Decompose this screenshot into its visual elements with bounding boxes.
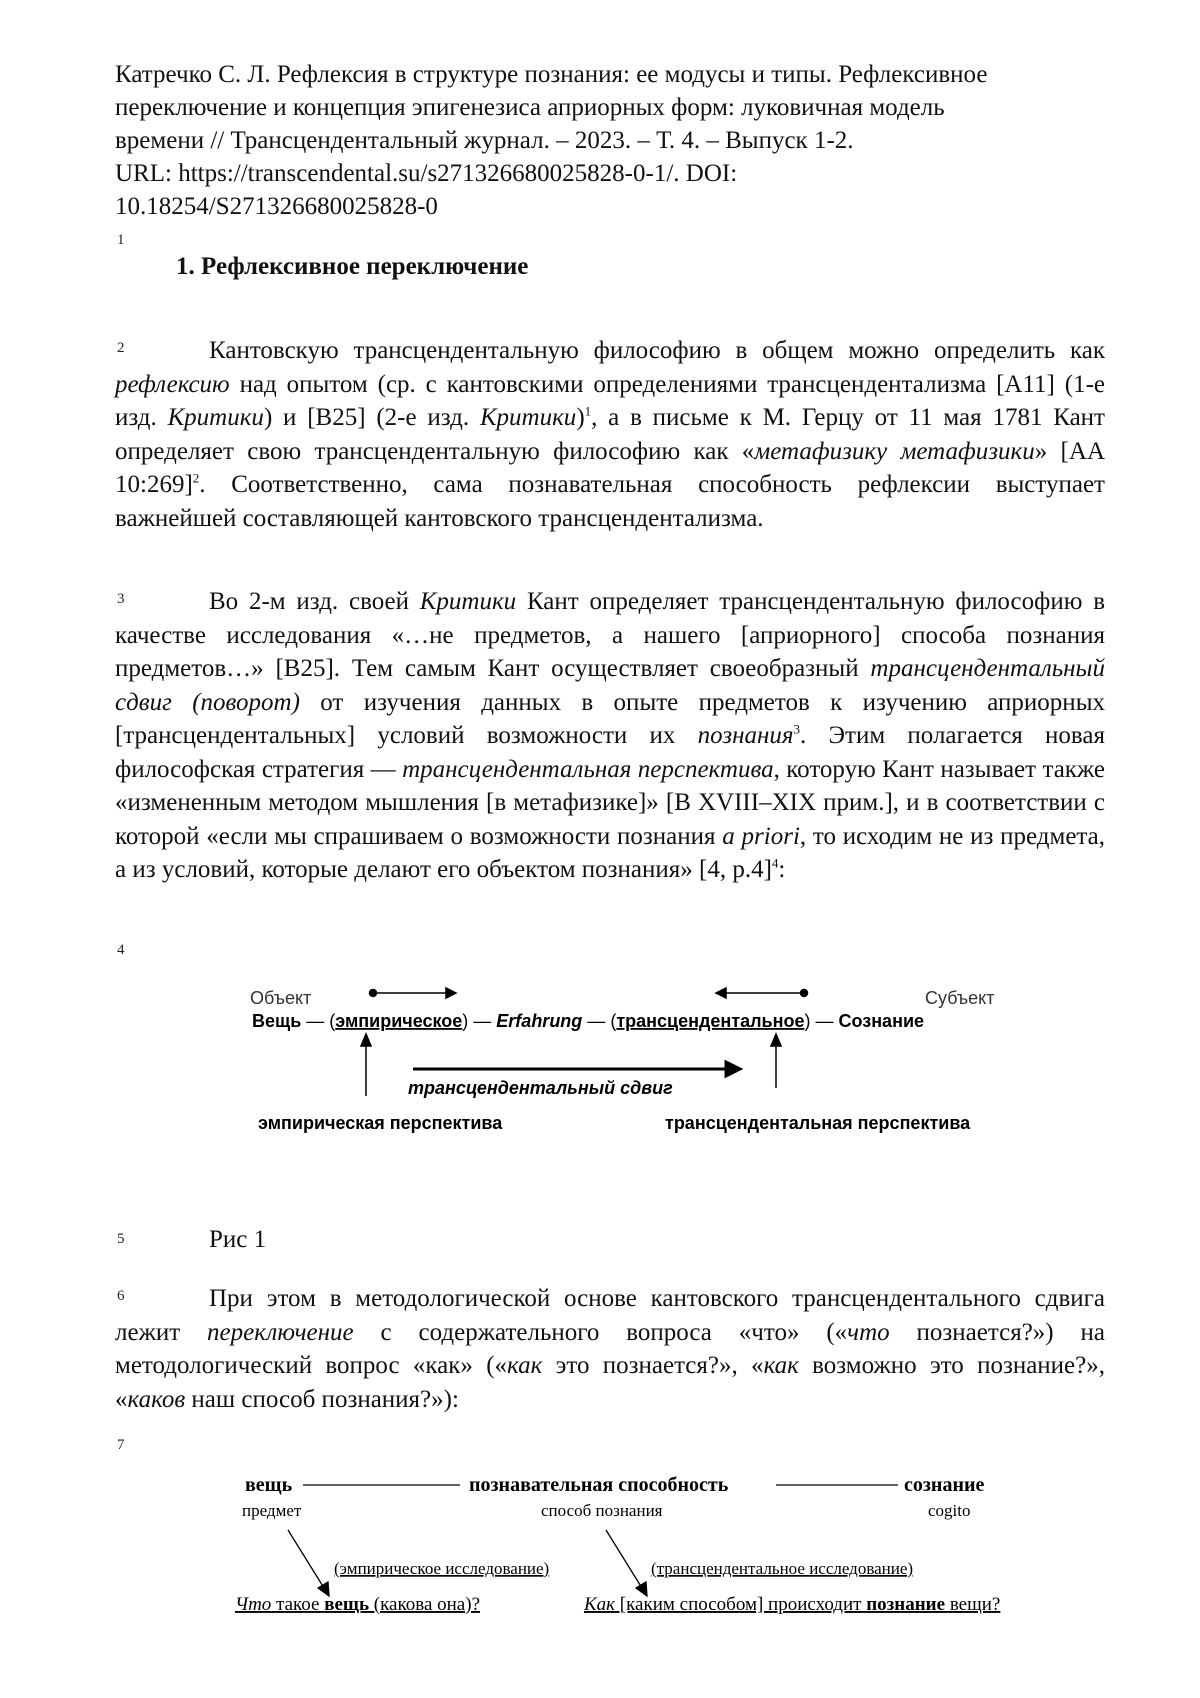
paragraph-6: При этом в методологической основе кантовского трансцендентального сдвига лежит переключение с содержательного вопроса «что» («что познается?») на методологический вопрос «как» («как это познается?», «как возможно это познание?», «каков наш способ познания?»):: [115, 1285, 1105, 1413]
fig2-consciousness: сознание: [904, 1474, 985, 1496]
transcendental-perspective-label: трансцендентальная перспектива: [665, 1113, 971, 1133]
empirical-perspective-label: эмпирическая перспектива: [258, 1113, 503, 1133]
citation-line: переключение и концепция эпигенезиса априорных форм: луковичная модель: [115, 94, 945, 121]
paragraph-2: Кантовскую трансцендентальную философию в общем можно определить как рефлексию над опытом (ср. с кантовскими определениями трансцендентализма [A11] (1-е изд. Критики) и [B25] (2-е изд. Критики)$^1$, а в письме к М. Герцу от 11 мая 1781 Кант определяет свою трансцендентальную философию как «метафизику метафизики» [AA 10:269]$^2$. Соответственно, сама познавательная способность рефлексии выступает важнейшей составляющей кантовского трансцендентализма.: [115, 337, 1105, 532]
figure-caption: Рис 1: [209, 1226, 267, 1253]
fig2-thing: вещь: [245, 1474, 293, 1496]
shift-label: трансцендентальный сдвиг: [408, 1078, 673, 1098]
fig2-empirical-study: (эмпирическое исследование): [334, 1559, 550, 1578]
paragraph-number: 6: [117, 1288, 125, 1304]
paragraph-number: 5: [117, 1231, 125, 1247]
citation-line: Катречко С. Л. Рефлексия в структуре познания: ее модусы и типы. Рефлексивное: [115, 61, 988, 88]
paragraph-number: 1: [117, 232, 125, 248]
fig2-faculty: познавательная способность: [469, 1474, 729, 1496]
citation-line: времени // Трансцендентальный журнал. – 2023. – Т. 4. – Выпуск 1-2.: [115, 127, 854, 154]
subject-label: Субъект: [925, 988, 995, 1008]
fig2-mode: способ познания: [541, 1501, 663, 1520]
citation-doi-line: 10.18254/S271326680025828-0: [115, 193, 438, 220]
paragraph-number: 4: [117, 942, 125, 958]
paragraph-number: 7: [117, 1437, 125, 1453]
fig2-transcendental-study: (трансцендентальное исследование): [651, 1559, 914, 1578]
paragraph-number: 2: [117, 340, 125, 356]
paragraph-3: Во 2-м изд. своей Критики Кант определяет трансцендентальную философию в качестве исследования «…не предметов, а нашего [априорного] способа познания предметов…» [B25]. Тем самым Кант осуществляет своеобразный трансцендентальный сдвиг (поворот) от изучения данных в опыте предметов к изучению априорных [трансцендентальных] условий возможности их познания$^3$. Этим полагается новая философская стратегия — трансцендентальная перспектива, которую Кант называет также «измененным методом мышления [в метафизике]» [B XVIII–XIX прим.], и в соответствии с которой «если мы спрашиваем о возможности познания a priori, то исходим не из предмета, а из условий, которые делают его объектом познания» [4, p.4]$^4$:: [115, 588, 1105, 883]
fig2-cogito: cogito: [928, 1501, 971, 1520]
citation-url-line: URL: https://transcendental.su/s271326680025828-0-1/. DOI:: [115, 160, 738, 187]
fig2-object: предмет: [242, 1501, 302, 1520]
fig2-question-how: Как [каким способом] происходит познание вещи?: [584, 1594, 1001, 1615]
fig2-transcendental-arrow: [606, 1530, 647, 1596]
fig2-empirical-arrow: [288, 1530, 329, 1596]
fig2-question-what: Что такое вещь (какова она)?: [235, 1594, 481, 1615]
fig1-main-row: Вещь — (эмпирическое) — Erfahrung — (трансцендентальное) — Сознание: [252, 1011, 925, 1031]
paragraph-number: 3: [117, 591, 125, 607]
section-heading: 1. Рефлексивное переключение: [176, 253, 529, 280]
object-label: Объект: [250, 988, 312, 1008]
